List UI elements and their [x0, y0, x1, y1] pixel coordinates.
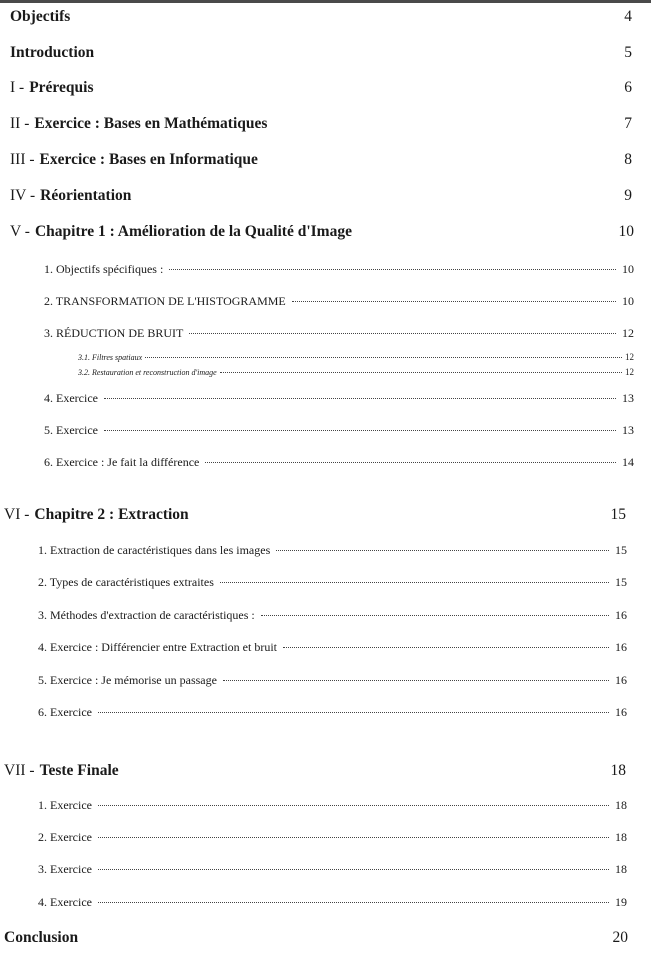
toc-subsubentry-label: 3.2. Restauration et reconstruction d'image: [78, 368, 217, 377]
dot-leader: [98, 868, 609, 870]
toc-subentry-label: 6. Exercice: [38, 705, 92, 719]
toc-subsubentry[interactable]: [78, 367, 634, 377]
dot-leader: [223, 679, 609, 681]
toc-entry-number: V -: [10, 223, 30, 240]
dot-leader: [98, 901, 609, 903]
toc-subentry-label: 2. Types de caractéristiques extraites: [38, 575, 214, 589]
toc-subentry-label: 4. Exercice: [44, 391, 98, 405]
toc-entry-page: 7: [624, 115, 632, 132]
toc-entry-objectifs[interactable]: [10, 8, 632, 26]
toc-subentry-page: 10: [622, 262, 634, 276]
toc-subentry[interactable]: [44, 294, 634, 309]
toc-subentry-page: 12: [622, 326, 634, 340]
toc-entry-title: Teste Finale: [39, 762, 119, 779]
toc-entry-page: 8: [624, 151, 632, 168]
toc-subsubentry-page: 12: [625, 352, 634, 362]
toc-subentry-page: 16: [615, 640, 627, 654]
toc-entry-number: I -: [10, 79, 25, 96]
toc-entry-page: 9: [624, 187, 632, 204]
toc-entry-number: III -: [10, 151, 35, 168]
toc-entry-page: 4: [624, 8, 632, 25]
toc-subentry-page: 10: [622, 294, 634, 308]
toc-entry-prerequis[interactable]: [10, 79, 632, 97]
toc-entry-number: VI -: [4, 506, 30, 523]
toc-entry-page: 15: [610, 506, 626, 523]
toc-subentry-label: 1. Extraction de caractéristiques dans les images: [38, 543, 271, 557]
toc-subsubentry-page: 12: [625, 367, 634, 377]
toc-subentry-label: 3. Exercice: [38, 862, 92, 876]
toc-subentry[interactable]: [44, 455, 634, 470]
toc-subsubentry[interactable]: [78, 352, 634, 362]
toc-entry-title: Objectifs: [10, 8, 71, 25]
toc-entry-title: Chapitre 2 : Extraction: [34, 506, 189, 523]
toc-subentry[interactable]: [44, 326, 634, 341]
toc-subentry[interactable]: [38, 673, 627, 688]
toc-entry-number: VII -: [4, 762, 35, 779]
dot-leader: [104, 429, 616, 431]
dot-leader: [276, 549, 609, 551]
dot-leader: [98, 804, 609, 806]
toc-subentry-page: 13: [622, 391, 634, 405]
toc-entry-reorientation[interactable]: [10, 187, 632, 205]
toc-subentry-label: 5. Exercice: [44, 423, 98, 437]
toc-subentry[interactable]: [38, 895, 627, 910]
toc-entry-title: Prérequis: [29, 79, 94, 96]
dot-leader: [283, 646, 609, 648]
toc-entry-chapitre-1[interactable]: [10, 223, 634, 241]
toc-subentry-page: 15: [615, 543, 627, 557]
toc-entry-page: 5: [624, 44, 632, 61]
toc-subentry-label: 5. Exercice : Je mémorise un passage: [38, 673, 217, 687]
toc-entry-page: 10: [618, 223, 634, 240]
toc-subentry[interactable]: [38, 543, 627, 558]
toc-entry-chapitre-2[interactable]: [4, 506, 626, 524]
toc-entry-page: 20: [612, 929, 628, 946]
dot-leader: [261, 614, 609, 616]
dot-leader: [104, 397, 616, 399]
dot-leader: [98, 711, 609, 713]
dot-leader: [169, 268, 616, 270]
dot-leader: [205, 461, 616, 463]
toc-subentry-page: 19: [615, 895, 627, 909]
toc-subentry-page: 15: [615, 575, 627, 589]
toc-subentry[interactable]: [38, 830, 627, 845]
toc-subentry[interactable]: [38, 608, 627, 623]
toc-subentry-label: 1. Objectifs spécifiques :: [44, 262, 164, 276]
dot-leader: [292, 300, 616, 302]
dot-leader: [220, 371, 622, 373]
toc-subentry[interactable]: [44, 423, 634, 438]
toc-subentry-page: 18: [615, 798, 627, 812]
toc-subentry[interactable]: [44, 262, 634, 277]
toc-entry-title: Exercice : Bases en Mathématiques: [34, 115, 268, 132]
dot-leader: [98, 836, 609, 838]
toc-entry-ex-math[interactable]: [10, 115, 632, 133]
dot-leader: [189, 332, 616, 334]
toc-entry-title: Exercice : Bases en Informatique: [39, 151, 258, 168]
top-border: [0, 0, 651, 3]
toc-subentry-page: 16: [615, 705, 627, 719]
toc-entry-title: Conclusion: [4, 929, 79, 946]
toc-subentry[interactable]: [38, 705, 627, 720]
toc-subentry[interactable]: [38, 798, 627, 813]
toc-entry-introduction[interactable]: [10, 44, 632, 62]
toc-subentry-page: 14: [622, 455, 634, 469]
toc-entry-number: II -: [10, 115, 30, 132]
toc-subentry-label: 2. Exercice: [38, 830, 92, 844]
toc-subentry-label: 2. TRANSFORMATION DE L'HISTOGRAMME: [44, 294, 286, 308]
dot-leader: [145, 356, 622, 358]
toc-subentry-page: 16: [615, 673, 627, 687]
toc-entry-conclusion[interactable]: [4, 929, 628, 947]
toc-subentry[interactable]: [38, 862, 627, 877]
toc-entry-teste-finale[interactable]: [4, 762, 626, 780]
toc-subentry-label: 3. RÉDUCTION DE BRUIT: [44, 326, 184, 340]
toc-entry-page: 6: [624, 79, 632, 96]
toc-subentry-page: 16: [615, 608, 627, 622]
toc-entry-title: Introduction: [10, 44, 95, 61]
dot-leader: [220, 581, 609, 583]
toc-subentry[interactable]: [38, 575, 627, 590]
toc-subentry-label: 4. Exercice : Différencier entre Extraction et bruit: [38, 640, 277, 654]
toc-subsubentry-label: 3.1. Filtres spatiaux: [78, 353, 143, 362]
toc-entry-page: 18: [610, 762, 626, 779]
toc-subentry-page: 13: [622, 423, 634, 437]
toc-subentry-page: 18: [615, 862, 627, 876]
toc-subentry-label: 6. Exercice : Je fait la différence: [44, 455, 200, 469]
toc-entry-title: Réorientation: [40, 187, 132, 204]
toc-subentry-label: 4. Exercice: [38, 895, 92, 909]
toc-subentry-label: 1. Exercice: [38, 798, 92, 812]
toc-subentry[interactable]: [38, 640, 627, 655]
toc-subentry-label: 3. Méthodes d'extraction de caractéristiques :: [38, 608, 255, 622]
toc-entry-ex-info[interactable]: [10, 151, 632, 169]
toc-subentry-page: 18: [615, 830, 627, 844]
toc-entry-title: Chapitre 1 : Amélioration de la Qualité d'Image: [34, 223, 352, 240]
toc-entry-number: IV -: [10, 187, 36, 204]
toc-subentry[interactable]: [44, 391, 634, 406]
